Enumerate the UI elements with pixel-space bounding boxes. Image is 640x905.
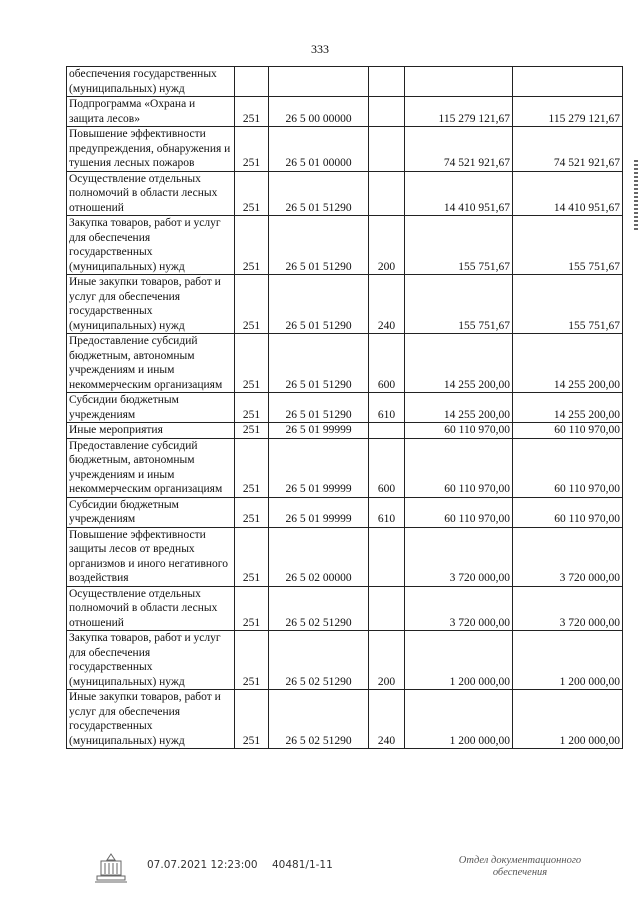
row-csr: 26 5 01 51290	[269, 275, 369, 334]
row-sum-1: 1 200 000,00	[405, 631, 513, 690]
row-sum-1: 60 110 970,00	[405, 497, 513, 527]
table-row	[67, 527, 623, 586]
row-name: обеспечения государственных (муниципальных) нужд	[67, 67, 235, 97]
row-name: Осуществление отдельных полномочий в области лесных отношений	[67, 586, 235, 631]
row-csr: 26 5 01 51290	[269, 334, 369, 393]
row-sum-2: 155 751,67	[513, 216, 623, 275]
row-vr	[369, 527, 405, 586]
budget-table	[66, 66, 623, 749]
footer-department: Отдел документационного обеспечения	[458, 855, 582, 878]
row-vr: 610	[369, 497, 405, 527]
page-number: 333	[311, 42, 329, 56]
row-csr: 26 5 01 99999	[269, 423, 369, 439]
row-sum-2: 14 410 951,67	[513, 171, 623, 216]
row-sum-1: 155 751,67	[405, 216, 513, 275]
row-ved: 251	[235, 690, 269, 749]
table-row	[67, 690, 623, 749]
row-ved: 251	[235, 438, 269, 497]
row-name: Предоставление субсидий бюджетным, автономным учреждениям и иным некоммерческим организациям	[67, 334, 235, 393]
row-name: Субсидии бюджетным учреждениям	[67, 497, 235, 527]
row-ved: 251	[235, 127, 269, 172]
table-row	[67, 438, 623, 497]
row-csr: 26 5 01 51290	[269, 171, 369, 216]
table-row	[67, 586, 623, 631]
row-sum-2: 74 521 921,67	[513, 127, 623, 172]
row-name: Закупка товаров, работ и услуг для обеспечения государственных (муниципальных) нужд	[67, 631, 235, 690]
row-csr: 26 5 02 00000	[269, 527, 369, 586]
row-sum-1: 74 521 921,67	[405, 127, 513, 172]
row-vr: 600	[369, 438, 405, 497]
row-sum-2: 60 110 970,00	[513, 438, 623, 497]
row-vr: 200	[369, 631, 405, 690]
row-ved: 251	[235, 497, 269, 527]
row-sum-2: 14 255 200,00	[513, 393, 623, 423]
row-csr: 26 5 01 99999	[269, 497, 369, 527]
row-vr	[369, 67, 405, 97]
row-ved: 251	[235, 275, 269, 334]
row-sum-2: 60 110 970,00	[513, 423, 623, 439]
footer-datetime: 07.07.2021 12:23:00	[147, 859, 258, 871]
row-name: Подпрограмма «Охрана и защита лесов»	[67, 97, 235, 127]
row-sum-2: 3 720 000,00	[513, 527, 623, 586]
table-row	[67, 275, 623, 334]
footer-doc-number: 40481/1-11	[272, 859, 333, 871]
row-name: Осуществление отдельных полномочий в области лесных отношений	[67, 171, 235, 216]
row-vr	[369, 423, 405, 439]
table-row	[67, 423, 623, 439]
row-sum-2: 115 279 121,67	[513, 97, 623, 127]
table-row	[67, 216, 623, 275]
row-sum-1: 60 110 970,00	[405, 423, 513, 439]
row-csr: 26 5 00 00000	[269, 97, 369, 127]
row-sum-2: 155 751,67	[513, 275, 623, 334]
row-ved: 251	[235, 527, 269, 586]
row-sum-1: 3 720 000,00	[405, 527, 513, 586]
row-sum-1	[405, 67, 513, 97]
row-vr: 240	[369, 690, 405, 749]
scan-edge-mark	[634, 160, 638, 230]
row-csr: 26 5 02 51290	[269, 690, 369, 749]
row-vr	[369, 171, 405, 216]
row-vr	[369, 586, 405, 631]
table-row	[67, 171, 623, 216]
row-vr: 600	[369, 334, 405, 393]
row-sum-2: 60 110 970,00	[513, 497, 623, 527]
row-vr	[369, 97, 405, 127]
row-name: Повышение эффективности предупреждения, обнаружения и тушения лесных пожаров	[67, 127, 235, 172]
row-csr: 26 5 01 99999	[269, 438, 369, 497]
row-name: Иные закупки товаров, работ и услуг для обеспечения государственных (муниципальных) нужд	[67, 275, 235, 334]
row-ved: 251	[235, 423, 269, 439]
row-ved: 251	[235, 216, 269, 275]
table-row	[67, 334, 623, 393]
row-vr	[369, 127, 405, 172]
row-sum-1: 14 410 951,67	[405, 171, 513, 216]
row-csr: 26 5 01 51290	[269, 393, 369, 423]
row-sum-1: 1 200 000,00	[405, 690, 513, 749]
row-csr	[269, 67, 369, 97]
row-sum-2: 3 720 000,00	[513, 586, 623, 631]
row-sum-2	[513, 67, 623, 97]
table-row	[67, 497, 623, 527]
row-name: Иные мероприятия	[67, 423, 235, 439]
table-row	[67, 127, 623, 172]
row-name: Закупка товаров, работ и услуг для обеспечения государственных (муниципальных) нужд	[67, 216, 235, 275]
table-row	[67, 97, 623, 127]
row-csr: 26 5 01 51290	[269, 216, 369, 275]
row-ved: 251	[235, 97, 269, 127]
row-vr: 200	[369, 216, 405, 275]
table-row	[67, 631, 623, 690]
row-sum-2: 1 200 000,00	[513, 690, 623, 749]
table-row	[67, 393, 623, 423]
row-name: Иные закупки товаров, работ и услуг для обеспечения государственных (муниципальных) нужд	[67, 690, 235, 749]
row-ved: 251	[235, 393, 269, 423]
row-sum-1: 115 279 121,67	[405, 97, 513, 127]
row-name: Субсидии бюджетным учреждениям	[67, 393, 235, 423]
row-ved: 251	[235, 586, 269, 631]
row-sum-1: 3 720 000,00	[405, 586, 513, 631]
row-sum-1: 14 255 200,00	[405, 393, 513, 423]
row-name: Предоставление субсидий бюджетным, автономным учреждениям и иным некоммерческим организациям	[67, 438, 235, 497]
row-sum-1: 155 751,67	[405, 275, 513, 334]
table-row	[67, 67, 623, 97]
row-csr: 26 5 02 51290	[269, 586, 369, 631]
row-csr: 26 5 01 00000	[269, 127, 369, 172]
row-sum-1: 60 110 970,00	[405, 438, 513, 497]
row-ved: 251	[235, 631, 269, 690]
row-name: Повышение эффективности защиты лесов от вредных организмов и иного негативного воздействия	[67, 527, 235, 586]
row-sum-1: 14 255 200,00	[405, 334, 513, 393]
footer	[0, 857, 640, 897]
row-ved	[235, 67, 269, 97]
row-sum-2: 1 200 000,00	[513, 631, 623, 690]
row-vr: 240	[369, 275, 405, 334]
row-sum-2: 14 255 200,00	[513, 334, 623, 393]
row-vr: 610	[369, 393, 405, 423]
row-ved: 251	[235, 334, 269, 393]
row-ved: 251	[235, 171, 269, 216]
row-csr: 26 5 02 51290	[269, 631, 369, 690]
emblem-icon	[92, 851, 130, 887]
